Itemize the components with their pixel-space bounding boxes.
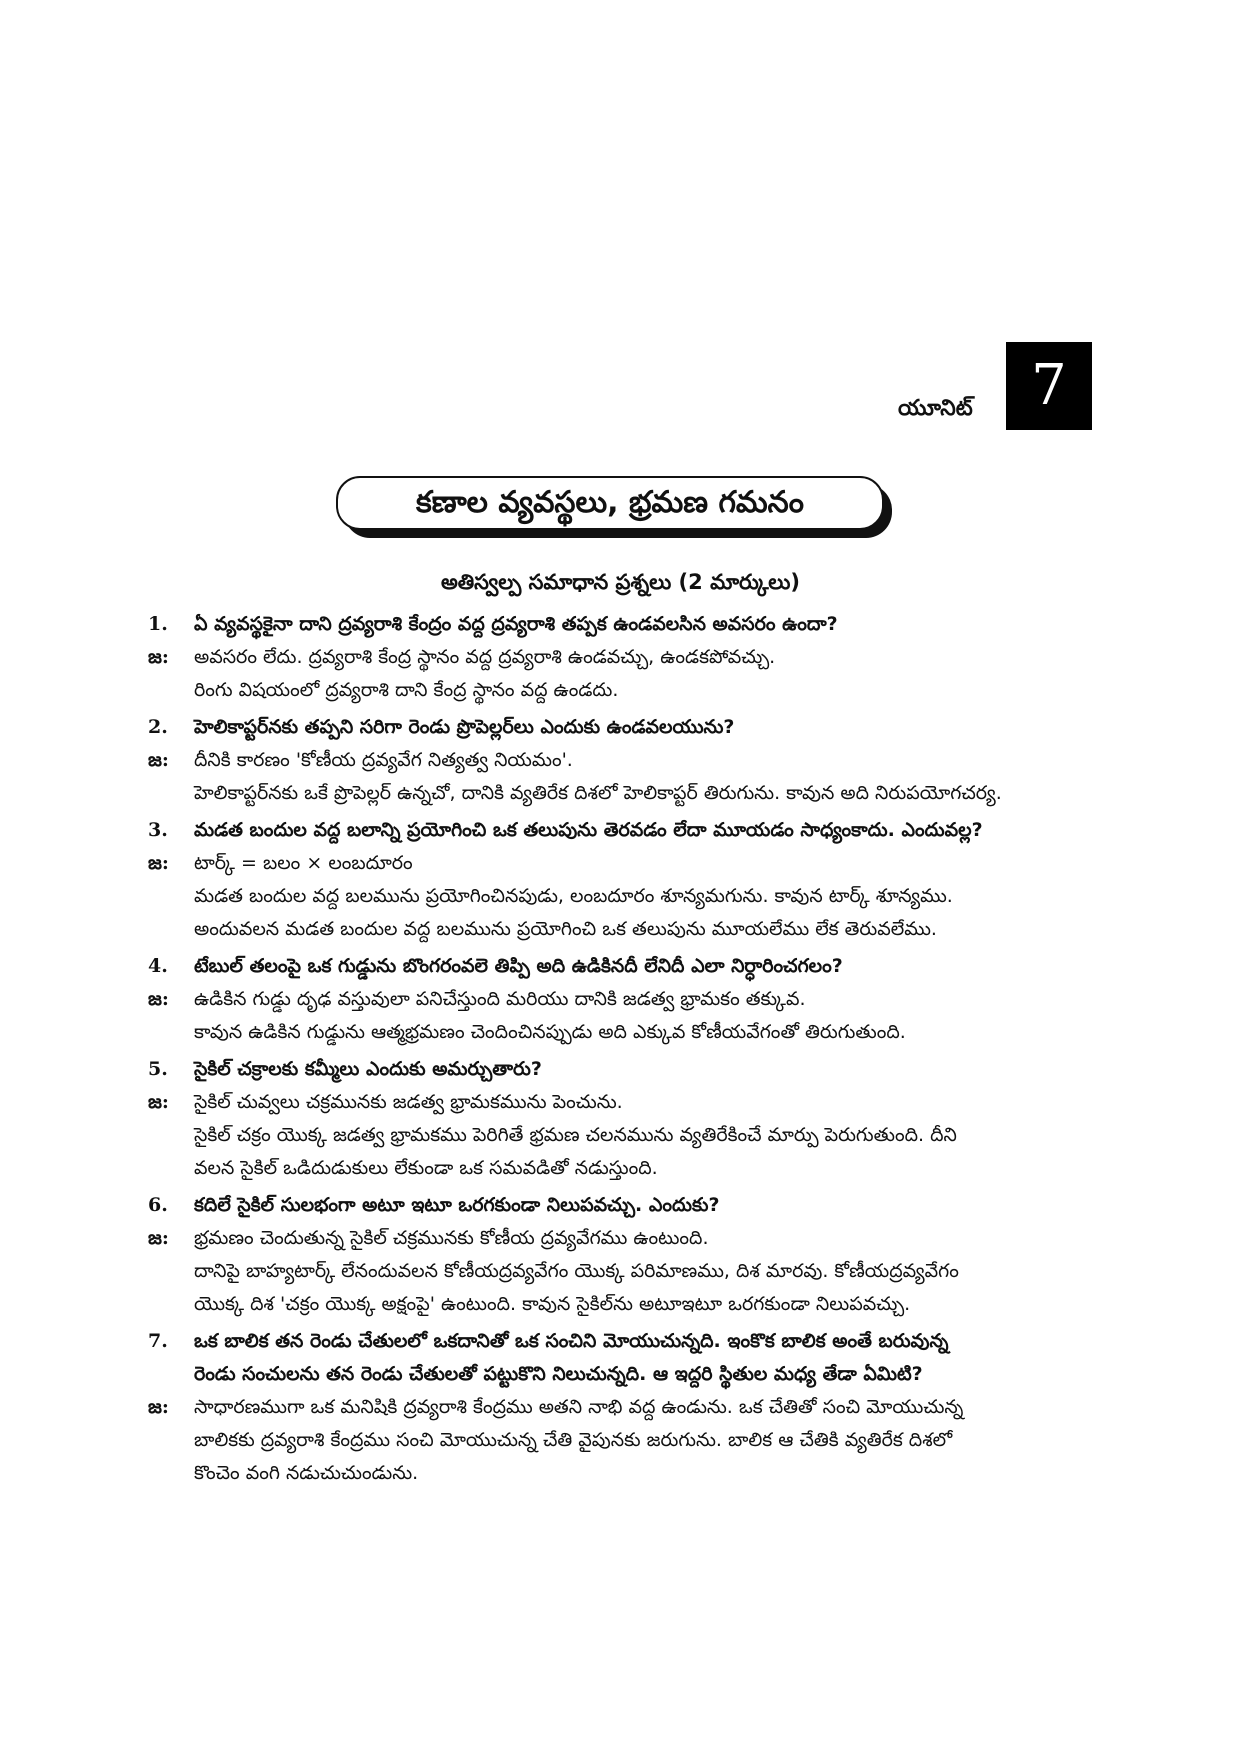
question-text: టేబుల్ తలంపై ఒక గుడ్డును బొంగరంవలె తిప్పి అది ఉడికినదీ లేనిదీ ఎలా నిర్ధారించగలం? <box>194 955 843 977</box>
question-number: 4. <box>148 955 168 977</box>
answer-text: రింగు విషయంలో ద్రవ్యరాశి దాని కేంద్ర స్థానం వద్ద ఉండదు. <box>194 679 619 701</box>
answer-row <box>148 744 1098 777</box>
answer-text: అవసరం లేదు. ద్రవ్యరాశి కేంద్ర స్థానం వద్ద ద్రవ్యరాశి ఉండవచ్చు, ఉండకపోవచ్చు. <box>194 646 776 668</box>
answer-text: బాలికకు ద్రవ్యరాశి కేంద్రము సంచి మోయుచున్న చేతి వైపునకు జరుగును. బాలిక ఆ చేతికి వ్యతిరేక దిశలో <box>194 1429 953 1451</box>
section-heading: అతిస్వల్ప సమాధాన ప్రశ్నలు (2 మార్కులు) <box>440 570 801 594</box>
answer-text: దానిపై బాహ్యటార్క్ లేనందువలన కోణీయద్రవ్యవేగం యొక్క పరిమాణము, దిశ మారవు. కోణీయద్రవ్యవేగం <box>194 1260 959 1282</box>
answer-text: వలన సైకిల్ ఒడిదుడుకులు లేకుండా ఒక సమవడితో నడుస్తుంది. <box>194 1157 658 1179</box>
answer-row <box>148 1086 1098 1119</box>
question-text: ఒక బాలిక తన రెండు చేతులలో ఒకదానితో ఒక సంచిని మోయుచున్నది. ఇంకొక బాలిక అంతే బరువున్న <box>194 1330 949 1352</box>
question-text: మడత బందుల వద్ద బలాన్ని ప్రయోగించి ఒక తలుపును తెరవడం లేదా మూయడం సాధ్యంకాదు. ఎందువల్ల? <box>194 819 983 841</box>
question-row <box>148 1325 1098 1358</box>
answer-marker: జ: <box>148 1091 169 1113</box>
question-row <box>148 608 1098 641</box>
question-text: సైకిల్ చక్రాలకు కమ్మీలు ఎందుకు అమర్చుతారు? <box>194 1058 542 1080</box>
qa-item <box>148 711 1098 810</box>
answer-marker: జ: <box>148 1396 169 1418</box>
question-text: ఏ వ్యవస్థకైనా దాని ద్రవ్యరాశి కేంద్రం వద్ద ద్రవ్యరాశి తప్పక ఉండవలసిన అవసరం ఉందా? <box>194 613 838 635</box>
unit-label: యూనిట్ <box>898 396 973 421</box>
answer-marker: జ: <box>148 852 169 874</box>
unit-number-box: 7 <box>1006 342 1092 430</box>
answer-row <box>148 1222 1098 1255</box>
answer-row <box>148 847 1098 880</box>
question-number: 2. <box>148 716 168 738</box>
qa-item <box>148 1189 1098 1321</box>
answer-text: టార్క్ = బలం × లంబదూరం <box>194 852 413 874</box>
question-number: 3. <box>148 819 168 841</box>
answer-text: సాధారణముగా ఒక మనిషికి ద్రవ్యరాశి కేంద్రము అతని నాభి వద్ద ఉండును. ఒక చేతితో సంచి మోయుచున్న <box>194 1396 964 1418</box>
qa-item <box>148 1325 1098 1490</box>
question-text: కదిలే సైకిల్ సులభంగా అటూ ఇటూ ఒరగకుండా నిలుపవచ్చు. ఎందుకు? <box>194 1194 720 1216</box>
chapter-title: కణాల వ్యవస్థలు, భ్రమణ గమనం <box>336 476 884 530</box>
answer-text: అందువలన మడత బందుల వద్ద బలమును ప్రయోగించి ఒక తలుపును మూయలేము లేక తెరువలేము. <box>194 918 937 940</box>
answer-text: సైకిల్ చువ్వలు చక్రమునకు జడత్వ భ్రామకమును పెంచును. <box>194 1091 623 1113</box>
answer-text: మడత బందుల వద్ద బలమును ప్రయోగించినపుడు, లంబదూరం శూన్యమగును. కావున టార్క్ శూన్యము. <box>194 885 953 907</box>
answer-text: యొక్క దిశ 'చక్రం యొక్క అక్షంపై' ఉంటుంది. కావున సైకిల్‌ను అటూఇటూ ఒరగకుండా నిలుపవచ్చు. <box>194 1293 911 1315</box>
question-row <box>148 711 1098 744</box>
qa-item <box>148 608 1098 707</box>
answer-marker: జ: <box>148 646 169 668</box>
question-row <box>148 1053 1098 1086</box>
qa-list <box>148 608 1098 1494</box>
answer-text: ఉడికిన గుడ్డు దృఢ వస్తువులా పనిచేస్తుంది మరియు దానికి జడత్వ భ్రామకం తక్కువ. <box>194 988 806 1010</box>
answer-text: సైకిల్ చక్రం యొక్క జడత్వ భ్రామకము పెరిగితే భ్రమణ చలనమును వ్యతిరేకించే మార్పు పెరుగుతుంది. దీని <box>194 1124 957 1146</box>
question-text: రెండు సంచులను తన రెండు చేతులతో పట్టుకొని నిలుచున్నది. ఆ ఇద్దరి స్థితుల మధ్య తేడా ఏమిటి? <box>194 1363 923 1385</box>
question-text: హెలికాప్టర్‌నకు తప్పని సరిగా రెండు ప్రొపెల్లర్‌లు ఎందుకు ఉండవలయును? <box>194 716 735 738</box>
answer-text: హెలికాప్టర్‌నకు ఒకే ప్రొపెల్లర్ ఉన్నచో, దానికి వ్యతిరేక దిశలో హెలికాప్టర్ తిరుగును. కావున అది నిరుపయోగచర్య. <box>194 782 1002 804</box>
question-row <box>148 814 1098 847</box>
answer-marker: జ: <box>148 749 169 771</box>
answer-row <box>148 641 1098 674</box>
qa-item <box>148 814 1098 946</box>
question-number: 6. <box>148 1194 168 1216</box>
answer-text: కావున ఉడికిన గుడ్డును ఆత్మభ్రమణం చెందించినప్పుడు అది ఎక్కువ కోణీయవేగంతో తిరుగుతుంది. <box>194 1021 906 1043</box>
answer-text: కొంచెం వంగి నడుచుచుండును. <box>194 1462 419 1484</box>
answer-row <box>148 983 1098 1016</box>
qa-item <box>148 1053 1098 1185</box>
question-row <box>148 950 1098 983</box>
answer-marker: జ: <box>148 1227 169 1249</box>
answer-text: భ్రమణం చెందుతున్న సైకిల్ చక్రమునకు కోణీయ ద్రవ్యవేగము ఉంటుంది. <box>194 1227 709 1249</box>
qa-item <box>148 950 1098 1049</box>
question-number: 1. <box>148 613 168 635</box>
chapter-title-frame <box>336 476 896 538</box>
question-number: 5. <box>148 1058 168 1080</box>
question-row <box>148 1189 1098 1222</box>
answer-marker: జ: <box>148 988 169 1010</box>
answer-text: దీనికి కారణం 'కోణీయ ద్రవ్యవేగ నిత్యత్వ నియమం'. <box>194 749 573 771</box>
answer-row <box>148 1391 1098 1424</box>
question-number: 7. <box>148 1330 168 1352</box>
